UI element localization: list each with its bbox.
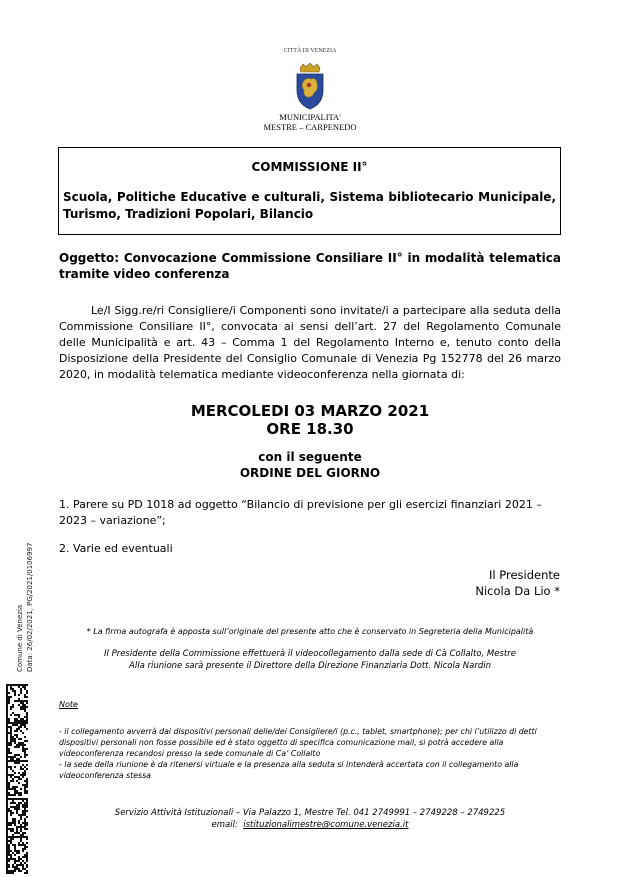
email-link[interactable]: istituzionalimestre@comune.venezia.it: [243, 820, 409, 830]
stamp-line-2: Data: 26/02/2021, PG/2021/0106997: [26, 542, 34, 672]
agenda-intro: con il seguente: [258, 450, 362, 464]
commission-subtitle: Scuola, Politiche Educative e culturali, Sistema bibliotecario Municipale, Turismo, Tradizioni Popolari, Bilancio: [63, 190, 556, 221]
note-item-1: - il collegamento avverrà dai dispositivi personali delle/dei Consigliere/i (p.c., tablet, smartphone); per chi l’utilizzo di detti dispositivi personali non fosse possibile ed è stato oggetto di specifica comunicazione mail, si potrà accedere alla videoconferenza recandosi presso la sede comunale di Ca’ Collalto: [59, 727, 537, 758]
protocol-stamp: [4, 532, 38, 682]
invitation-paragraph: [59, 303, 561, 383]
agenda-title: ORDINE DEL GIORNO: [239, 466, 381, 480]
footer-address: [59, 807, 561, 831]
notes-list: [59, 726, 561, 781]
stamp-line-1: Comune di Venezia: [16, 604, 24, 672]
datamatrix-barcode-icon: [6, 684, 28, 874]
address-line: Servizio Attività Istituzionali – Via Palazzo 1, Mestre Tel. 041 2749991 – 2749228 – 2749225: [114, 808, 506, 818]
meeting-time: ORE 18.30: [266, 420, 354, 438]
venice-crest-icon: [292, 62, 328, 110]
meeting-date: MERCOLEDI 03 MARZO 2021: [190, 402, 430, 420]
municipality-title: MUNICIPALITA': [279, 112, 341, 122]
email-line: [59, 819, 561, 831]
info-line-2: Alla riunione sarà presente il Direttore della Direzione Finanziaria Dott. Nicola Nardin: [129, 661, 491, 671]
info-line-1: Il Presidente della Commissione effettuerà il videocollegamento dalla sede di Cà Collalto, Mestre: [104, 649, 516, 659]
signature-name: Nicola Da Lio *: [475, 584, 560, 598]
agenda-item-2: 2. Varie ed eventuali: [59, 542, 173, 555]
commission-box: [58, 147, 561, 235]
invitation-text: Le/I Sigg.re/ri Consigliere/i Componenti sono invitate/i a partecipare alla seduta della Commissione Consiliare II°, convocata ai sensi dell’art. 27 del Regolamento Comunale delle Municipalità e art. 43 – Comma 1 del Regolamento Interno e, tenuto conto della Disposizione della Presidente del Consiglio Comunale di Venezia Pg 152778 del 26 marzo 2020, in modalità telematica mediante videoconferenza nella giornata di:: [59, 304, 561, 381]
municipality-name: [230, 112, 390, 132]
meeting-info: [59, 648, 561, 672]
crest-caption: CITTÀ DI VENEZIA: [283, 48, 337, 54]
municipality-subtitle: MESTRE – CARPENEDO: [263, 122, 357, 132]
note-item-2: - la sede della riunione è da ritenersi virtuale e la presenza alla seduta si intenderà accertata con il collegamento alla videoconferenza stessa: [59, 760, 519, 780]
signature-footnote: * La firma autografa è apposta sull’originale del presente atto che è conservato in Segreteria della Municipalità: [86, 627, 534, 636]
signature-role: Il Presidente: [489, 568, 560, 582]
notes-heading: Note: [59, 700, 78, 709]
signature-block: [440, 567, 560, 599]
agenda-item-1: 1. Parere su PD 1018 ad oggetto “Bilancio di previsione per gli esercizi finanziari 2021 – 2023 – variazione”;: [59, 498, 542, 527]
commission-title: COMMISSIONE II°: [251, 160, 368, 174]
email-label: email:: [211, 820, 238, 830]
subject-line: Oggetto: Convocazione Commissione Consiliare II° in modalità telematica tramite video conferenza: [59, 251, 561, 281]
